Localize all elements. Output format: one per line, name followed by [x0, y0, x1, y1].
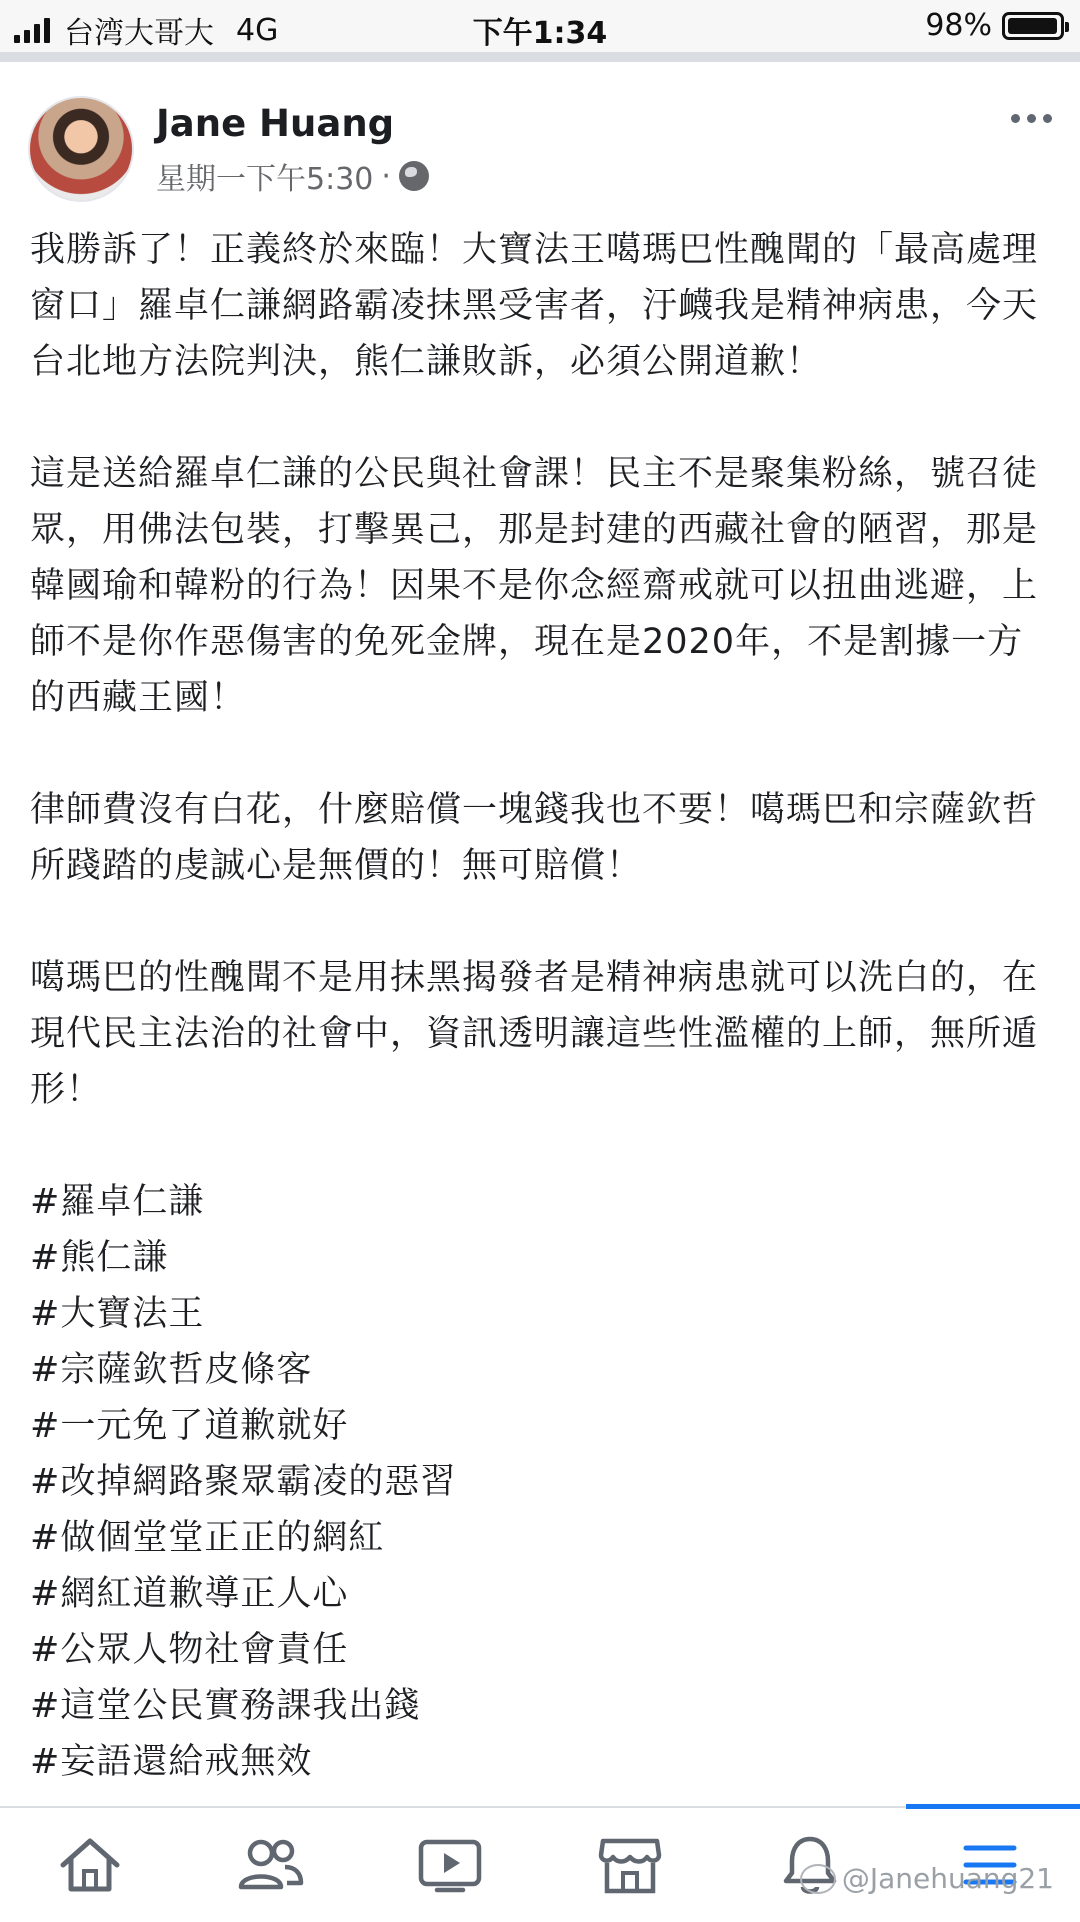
friends-icon[interactable] [230, 1830, 310, 1900]
more-options-button[interactable] [1011, 114, 1052, 123]
status-bar [0, 0, 1080, 52]
author-name[interactable]: Jane Huang [156, 102, 395, 145]
carrier-name: 台湾大哥大 [64, 16, 214, 51]
post-paragraph: 律師費沒有白花，什麼賠償一塊錢我也不要！噶瑪巴和宗薩欽哲所踐踏的虔誠心是無價的！無可賠償！ [30, 790, 1039, 886]
status-right [925, 8, 1064, 43]
status-time: 下午1:34 [472, 16, 608, 51]
watermark-text: @Janehuang21 [841, 1862, 1054, 1895]
battery-fill [1008, 18, 1057, 34]
video-glyph [417, 1836, 483, 1894]
post-paragraph: 我勝訴了！正義終於來臨！大寶法王噶瑪巴性醜聞的「最高處理窗口」羅卓仁謙網路霸凌抹黑受害者，汙衊我是精神病患，今天台北地方法院判決，熊仁謙敗訴，必須公開道歉！ [30, 230, 1039, 382]
meta-separator: · [381, 158, 391, 194]
post-meta [156, 154, 429, 198]
more-dot-icon [1043, 114, 1052, 123]
post-header [28, 96, 1052, 206]
post-paragraph: 這是送給羅卓仁謙的公民與社會課！民主不是聚集粉絲，號召徒眾，用佛法包裝，打擊異己，那是封建的西藏社會的陋習，那是韓國瑜和韓粉的行為！因果不是你念經齋戒就可以扭曲逃避，上師不是你作惡傷害的免死金牌，現在是2020年，不是割據一方的西藏王國！ [30, 454, 1039, 718]
hashtag-link[interactable]: #大寶法王 [30, 1294, 205, 1334]
hashtag-link[interactable]: #網紅道歉導正人心 [30, 1574, 349, 1614]
hashtag-link[interactable]: #這堂公民實務課我出錢 [30, 1686, 421, 1726]
post-body [30, 222, 1050, 1790]
hashtag-link[interactable]: #熊仁謙 [30, 1238, 169, 1278]
more-dot-icon [1011, 114, 1020, 123]
hashtag-link[interactable]: #宗薩欽哲皮條客 [30, 1350, 313, 1390]
battery-percent: 98% [925, 8, 992, 43]
home-glyph [57, 1835, 123, 1895]
hashtag-link[interactable]: #公眾人物社會責任 [30, 1630, 349, 1670]
more-dot-icon [1027, 114, 1036, 123]
post-paragraph: 噶瑪巴的性醜聞不是用抹黑揭發者是精神病患就可以洗白的，在現代民主法治的社會中，資訊透明讓這些性濫權的上師，無所遁形！ [30, 958, 1039, 1110]
marketplace-icon[interactable] [590, 1830, 670, 1900]
post-timestamp[interactable]: 星期一下午5:30 [156, 162, 374, 197]
home-icon[interactable] [50, 1830, 130, 1900]
network-type: 4G [236, 12, 279, 48]
globe-icon[interactable] [399, 161, 429, 191]
hashtag-link[interactable]: #妄語還給戒無效 [30, 1742, 313, 1782]
hashtag-link[interactable]: #做個堂堂正正的網紅 [30, 1518, 385, 1558]
marketplace-glyph [597, 1835, 663, 1895]
hashtag-list [30, 1174, 1050, 1790]
weibo-logo-icon [800, 1864, 836, 1894]
avatar[interactable] [28, 96, 134, 202]
friends-glyph [235, 1835, 305, 1895]
battery-icon [1002, 12, 1064, 40]
video-icon[interactable] [410, 1830, 490, 1900]
active-tab-indicator [906, 1804, 1080, 1809]
hashtag-link[interactable]: #改掉網路聚眾霸凌的惡習 [30, 1462, 457, 1502]
hashtag-link[interactable]: #羅卓仁謙 [30, 1182, 205, 1222]
hashtag-link[interactable]: #一元免了道歉就好 [30, 1406, 349, 1446]
top-divider [0, 52, 1080, 62]
watermark [800, 1862, 1054, 1895]
